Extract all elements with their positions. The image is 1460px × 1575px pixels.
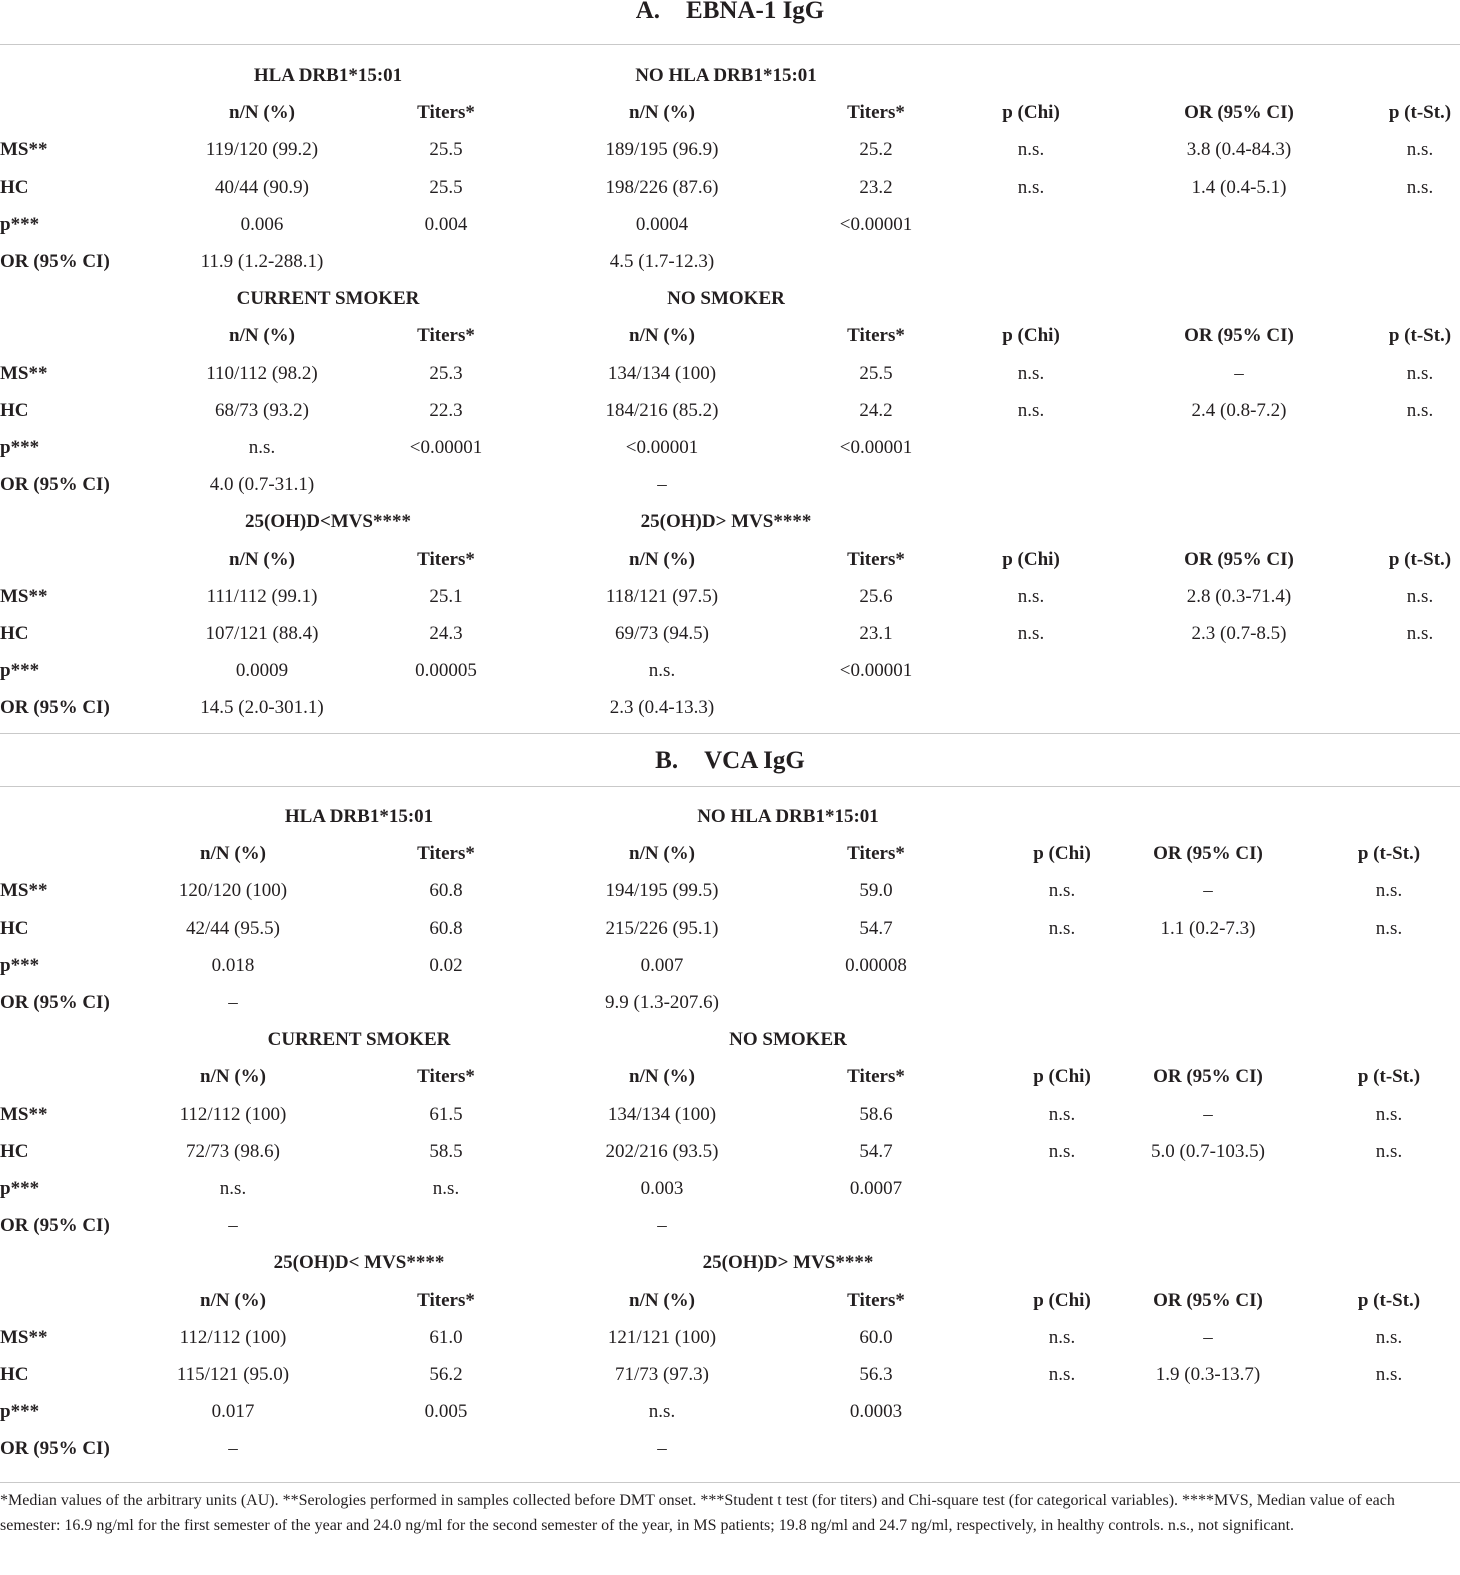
row-label: p*** bbox=[0, 660, 40, 682]
table-cell: 120/120 (100) bbox=[178, 880, 288, 902]
table-cell: 0.02 bbox=[429, 954, 463, 976]
column-header: n/N (%) bbox=[229, 325, 295, 347]
table-cell: n.s. bbox=[648, 1401, 676, 1423]
table-cell: 0.018 bbox=[211, 954, 255, 976]
table-cell: 1.4 (0.4-5.1) bbox=[1191, 176, 1287, 198]
column-header: n/N (%) bbox=[200, 1066, 266, 1088]
group-label-left: HLA DRB1*15:01 bbox=[284, 806, 434, 827]
group-label-left: 25(OH)D< MVS**** bbox=[273, 1252, 445, 1274]
row-label: OR (95% CI) bbox=[0, 474, 110, 496]
table-cell: 0.017 bbox=[211, 1401, 255, 1423]
column-header: OR (95% CI) bbox=[1184, 102, 1294, 124]
table-cell: 2.3 (0.7-8.5) bbox=[1191, 623, 1287, 644]
table-cell: 5.0 (0.7-103.5) bbox=[1151, 1140, 1265, 1162]
table-cell: 42/44 (95.5) bbox=[186, 917, 280, 939]
table-cell: 72/73 (98.6) bbox=[186, 1140, 280, 1162]
table-cell: 4.0 (0.7-31.1) bbox=[209, 474, 315, 496]
column-header: p (t-St.) bbox=[1357, 843, 1421, 865]
row-label: HC bbox=[0, 917, 29, 939]
table-cell: 0.005 bbox=[424, 1401, 468, 1423]
table-cell: 14.5 (2.0-301.1) bbox=[200, 697, 324, 719]
table-cell: 121/121 (100) bbox=[607, 1326, 717, 1348]
row-label: OR (95% CI) bbox=[0, 1438, 110, 1460]
table-cell: 2.4 (0.8-7.2) bbox=[1191, 399, 1287, 421]
table-cell: n.s. bbox=[219, 1178, 247, 1199]
table-cell: 134/134 (100) bbox=[607, 1103, 717, 1125]
table-cell: 111/112 (99.1) bbox=[206, 585, 318, 607]
table-cell: 0.0004 bbox=[635, 213, 689, 235]
table-cell: n.s. bbox=[1017, 176, 1045, 198]
column-header: p (Chi) bbox=[1033, 843, 1091, 865]
column-header: p (Chi) bbox=[1033, 1289, 1091, 1311]
column-header: n/N (%) bbox=[629, 1066, 695, 1088]
column-header: Titers* bbox=[847, 325, 905, 347]
table-cell: 40/44 (90.9) bbox=[215, 176, 309, 198]
table-cell: <0.00001 bbox=[839, 437, 913, 458]
column-header: p (Chi) bbox=[1033, 1066, 1091, 1088]
table-cell: – bbox=[228, 1438, 238, 1460]
table-cell: 118/121 (97.5) bbox=[605, 585, 719, 607]
table-cell: n.s. bbox=[1406, 176, 1434, 198]
column-header: n/N (%) bbox=[629, 843, 695, 865]
column-header: p (t-St.) bbox=[1357, 1066, 1421, 1088]
group-label-left: CURRENT SMOKER bbox=[267, 1029, 451, 1051]
column-header: Titers* bbox=[847, 1066, 905, 1088]
row-label: HC bbox=[0, 623, 29, 644]
table-cell: n.s. bbox=[1017, 585, 1045, 607]
table-cell: – bbox=[657, 1215, 667, 1237]
table-cell: 68/73 (93.2) bbox=[215, 399, 309, 421]
row-label: MS** bbox=[0, 585, 48, 607]
table-cell: 24.2 bbox=[859, 399, 893, 421]
table-cell: 0.0003 bbox=[849, 1401, 903, 1423]
table-cell: 9.9 (1.3-207.6) bbox=[605, 992, 719, 1013]
table-cell: – bbox=[1203, 1103, 1213, 1125]
column-header: Titers* bbox=[417, 1289, 475, 1311]
column-header: p (Chi) bbox=[1002, 548, 1060, 570]
column-header: n/N (%) bbox=[629, 102, 695, 124]
table-cell: 58.5 bbox=[429, 1140, 463, 1162]
table-cell: 0.006 bbox=[240, 213, 284, 235]
column-header: n/N (%) bbox=[229, 548, 295, 570]
table-cell: 1.1 (0.2-7.3) bbox=[1160, 917, 1256, 939]
row-label: MS** bbox=[0, 139, 48, 161]
table-cell: <0.00001 bbox=[839, 660, 913, 682]
table-cell: – bbox=[228, 1215, 238, 1237]
column-header: n/N (%) bbox=[629, 548, 695, 570]
row-label: p*** bbox=[0, 213, 40, 235]
table-cell: <0.00001 bbox=[839, 213, 913, 235]
section-title bbox=[0, 0, 1460, 26]
column-header: Titers* bbox=[417, 843, 475, 865]
section-rule bbox=[0, 786, 1460, 787]
table-cell: 61.0 bbox=[429, 1326, 463, 1348]
table-cell: n.s. bbox=[1375, 1326, 1403, 1348]
table-cell: 25.1 bbox=[429, 585, 463, 607]
table-cell: – bbox=[657, 1438, 667, 1460]
section-bottom-rule bbox=[0, 733, 1460, 734]
table-cell: n.s. bbox=[1017, 399, 1045, 421]
row-label: p*** bbox=[0, 1401, 40, 1423]
table-cell: 112/112 (100) bbox=[179, 1326, 287, 1348]
table-cell: 58.6 bbox=[859, 1103, 893, 1125]
table-cell: 61.5 bbox=[429, 1103, 463, 1125]
table-cell: 54.7 bbox=[859, 917, 893, 939]
column-header: n/N (%) bbox=[229, 102, 295, 124]
table-cell: 25.2 bbox=[859, 139, 893, 161]
row-label: MS** bbox=[0, 880, 48, 902]
row-label: HC bbox=[0, 1140, 29, 1162]
column-header: p (Chi) bbox=[1002, 325, 1060, 347]
column-header: Titers* bbox=[417, 548, 475, 570]
table-cell: n.s. bbox=[1375, 880, 1403, 902]
row-label: OR (95% CI) bbox=[0, 1215, 110, 1237]
table-cell: 1.9 (0.3-13.7) bbox=[1155, 1364, 1261, 1385]
column-header: p (t-St.) bbox=[1357, 1289, 1421, 1311]
table-cell: 25.3 bbox=[429, 362, 463, 384]
group-label-right: NO SMOKER bbox=[667, 288, 785, 310]
table-cell: 25.6 bbox=[859, 585, 893, 607]
row-label: OR (95% CI) bbox=[0, 992, 110, 1013]
row-label: HC bbox=[0, 176, 29, 198]
table-cell: n.s. bbox=[1375, 1364, 1403, 1385]
table-cell: n.s. bbox=[1406, 399, 1434, 421]
column-header: OR (95% CI) bbox=[1184, 325, 1294, 347]
table-cell: n.s. bbox=[1406, 585, 1434, 607]
table-cell: n.s. bbox=[1048, 1326, 1076, 1348]
column-header: OR (95% CI) bbox=[1153, 1289, 1263, 1311]
section-letter: B. bbox=[655, 747, 679, 774]
table-cell: 2.3 (0.4-13.3) bbox=[609, 697, 715, 719]
table-cell: 112/112 (100) bbox=[179, 1103, 287, 1125]
table-cell: 71/73 (97.3) bbox=[615, 1364, 709, 1385]
table-cell: 107/121 (88.4) bbox=[205, 623, 319, 644]
group-label-left: CURRENT SMOKER bbox=[236, 288, 420, 310]
table-cell: n.s. bbox=[1375, 1103, 1403, 1125]
section-rule bbox=[0, 44, 1460, 45]
group-label-left: 25(OH)D<MVS**** bbox=[245, 511, 411, 533]
group-label-right: NO HLA DRB1*15:01 bbox=[697, 806, 879, 827]
table-cell: 2.8 (0.3-71.4) bbox=[1186, 585, 1292, 607]
table-cell: 25.5 bbox=[429, 176, 463, 198]
table-cell: – bbox=[657, 474, 667, 496]
table-cell: n.s. bbox=[1017, 139, 1045, 161]
section-name: EBNA-1 IgG bbox=[686, 0, 825, 24]
table-cell: n.s. bbox=[1406, 362, 1434, 384]
column-header: Titers* bbox=[847, 102, 905, 124]
table-cell: 202/216 (93.5) bbox=[605, 1140, 719, 1162]
table-cell: 23.2 bbox=[859, 176, 893, 198]
table-cell: 0.00008 bbox=[845, 954, 907, 976]
group-label-right: NO SMOKER bbox=[729, 1029, 847, 1051]
table-cell: 56.2 bbox=[429, 1364, 463, 1385]
column-header: n/N (%) bbox=[200, 843, 266, 865]
section-name: VCA IgG bbox=[704, 747, 805, 774]
table-cell: n.s. bbox=[648, 660, 676, 682]
table-cell: – bbox=[1203, 1326, 1213, 1348]
table-cell: 110/112 (98.2) bbox=[206, 362, 318, 384]
row-label: HC bbox=[0, 399, 29, 421]
table-cell: n.s. bbox=[1375, 1140, 1403, 1162]
table-cell: n.s. bbox=[1406, 623, 1434, 644]
row-label: p*** bbox=[0, 1178, 40, 1199]
table-cell: – bbox=[228, 992, 238, 1013]
row-label: MS** bbox=[0, 1103, 48, 1125]
table-cell: n.s. bbox=[248, 437, 276, 458]
column-header: n/N (%) bbox=[629, 325, 695, 347]
column-header: Titers* bbox=[417, 1066, 475, 1088]
table-cell: 134/134 (100) bbox=[607, 362, 717, 384]
table-cell: n.s. bbox=[1017, 623, 1045, 644]
table-cell: 59.0 bbox=[859, 880, 893, 902]
table-cell: n.s. bbox=[1017, 362, 1045, 384]
column-header: OR (95% CI) bbox=[1153, 843, 1263, 865]
table-cell: n.s. bbox=[1048, 1103, 1076, 1125]
column-header: Titers* bbox=[417, 325, 475, 347]
column-header: Titers* bbox=[847, 548, 905, 570]
table-cell: 215/226 (95.1) bbox=[605, 917, 719, 939]
table-cell: n.s. bbox=[1406, 139, 1434, 161]
column-header: Titers* bbox=[847, 1289, 905, 1311]
table-cell: 69/73 (94.5) bbox=[615, 623, 709, 644]
section-bottom-rule bbox=[0, 1482, 1460, 1483]
section-title bbox=[0, 746, 1460, 776]
table-cell: n.s. bbox=[1048, 1364, 1076, 1385]
table-cell: 0.003 bbox=[640, 1178, 684, 1199]
column-header: OR (95% CI) bbox=[1153, 1066, 1263, 1088]
group-label-right: NO HLA DRB1*15:01 bbox=[635, 65, 817, 86]
table-cell: <0.00001 bbox=[625, 437, 699, 458]
table-cell: 189/195 (96.9) bbox=[605, 139, 719, 161]
row-label: p*** bbox=[0, 437, 40, 458]
table-cell: n.s. bbox=[1048, 1140, 1076, 1162]
table-cell: 25.5 bbox=[859, 362, 893, 384]
table-cell: 194/195 (99.5) bbox=[605, 880, 719, 902]
table-cell: n.s. bbox=[1375, 917, 1403, 939]
column-header: p (t-St.) bbox=[1388, 548, 1452, 570]
column-header: p (Chi) bbox=[1002, 102, 1060, 124]
table-cell: 60.0 bbox=[859, 1326, 893, 1348]
column-header: n/N (%) bbox=[200, 1289, 266, 1311]
table-cell: 56.3 bbox=[859, 1364, 893, 1385]
table-cell: 0.007 bbox=[640, 954, 684, 976]
table-footnote: *Median values of the arbitrary units (AU). **Serologies performed in samples collected before DMT onset. ***Student t test (for titers) and Chi-square test (for categorical variables). ****MVS, Median value of each semester: 16.9 ng/ml for the first semester of the year and 24.0 ng/ml for the second semester of the year, in MS patients; 19.8 ng/ml and 24.7 ng/ml, respectively, in healthy controls. n.s., not significant. bbox=[0, 1492, 1395, 1534]
table-cell: 25.5 bbox=[429, 139, 463, 161]
column-header: Titers* bbox=[847, 843, 905, 865]
table-cell: 23.1 bbox=[859, 623, 893, 644]
row-label: OR (95% CI) bbox=[0, 697, 110, 719]
table-cell: 184/216 (85.2) bbox=[605, 399, 719, 421]
table-cell: 0.0007 bbox=[849, 1178, 903, 1199]
table-cell: n.s. bbox=[1048, 917, 1076, 939]
column-header: n/N (%) bbox=[629, 1289, 695, 1311]
table-cell: 60.8 bbox=[429, 917, 463, 939]
column-header: p (t-St.) bbox=[1388, 325, 1452, 347]
table-cell: 119/120 (99.2) bbox=[205, 139, 319, 161]
group-label-left: HLA DRB1*15:01 bbox=[253, 65, 403, 86]
table-cell: 54.7 bbox=[859, 1140, 893, 1162]
table-cell: 0.0009 bbox=[235, 660, 289, 682]
column-header: p (t-St.) bbox=[1388, 102, 1452, 124]
table-cell: 4.5 (1.7-12.3) bbox=[609, 251, 715, 272]
table-cell: 0.00005 bbox=[415, 660, 477, 682]
table-cell: 60.8 bbox=[429, 880, 463, 902]
row-label: p*** bbox=[0, 954, 40, 976]
table-cell: 198/226 (87.6) bbox=[605, 176, 719, 198]
table-cell: 11.9 (1.2-288.1) bbox=[200, 251, 324, 272]
table-cell: – bbox=[1234, 362, 1244, 384]
table-cell: 24.3 bbox=[429, 623, 463, 644]
section-letter: A. bbox=[635, 0, 661, 24]
group-label-right: 25(OH)D> MVS**** bbox=[702, 1252, 874, 1274]
column-header: Titers* bbox=[417, 102, 475, 124]
table-cell: 22.3 bbox=[429, 399, 463, 421]
group-label-right: 25(OH)D> MVS**** bbox=[640, 511, 812, 533]
column-header: OR (95% CI) bbox=[1184, 548, 1294, 570]
row-label: OR (95% CI) bbox=[0, 251, 110, 272]
table-cell: 3.8 (0.4-84.3) bbox=[1186, 139, 1292, 161]
table-cell: 115/121 (95.0) bbox=[176, 1364, 290, 1385]
table-cell: n.s. bbox=[1048, 880, 1076, 902]
table-cell: n.s. bbox=[432, 1178, 460, 1199]
row-label: MS** bbox=[0, 1326, 48, 1348]
table-cell: – bbox=[1203, 880, 1213, 902]
table-cell: 0.004 bbox=[424, 213, 468, 235]
row-label: MS** bbox=[0, 362, 48, 384]
row-label: HC bbox=[0, 1364, 29, 1385]
table-cell: <0.00001 bbox=[409, 437, 483, 458]
